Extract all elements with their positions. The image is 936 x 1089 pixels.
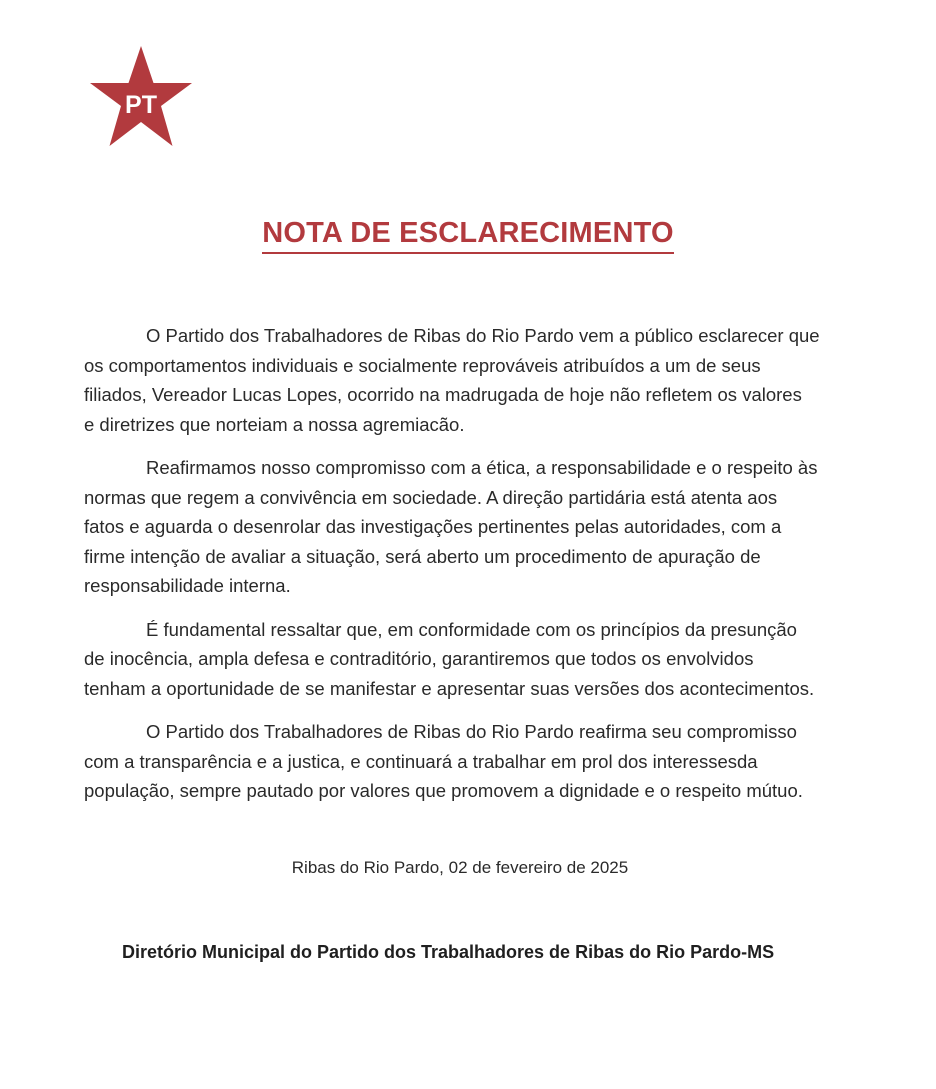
paragraph-line: responsabilidade interna.	[84, 575, 291, 596]
paragraph-line: com a transparência e a justica, e continuará a trabalhar em prol dos interessesda	[84, 750, 758, 772]
paragraph-line: de inocência, ampla defesa e contraditório, garantiremos que todos os envolvidos	[84, 648, 754, 669]
star-icon	[88, 46, 194, 148]
paragraph-line: O Partido dos Trabalhadores de Ribas do Rio Pardo vem a público esclarecer que	[146, 325, 820, 346]
document-title	[0, 217, 936, 254]
paragraph-line: filiados, Vereador Lucas Lopes, ocorrido na madrugada de hoje não refletem os valores	[84, 384, 802, 405]
paragraph-line: e diretrizes que norteiam a nossa agremiacão.	[84, 413, 465, 435]
pt-star-logo	[88, 46, 194, 148]
paragraph-line: os comportamentos individuais e socialmente reprováveis atribuídos a um de seus	[84, 354, 761, 376]
document-body	[84, 321, 856, 820]
paragraph-line: O Partido dos Trabalhadores de Ribas do Rio Pardo reafirma seu compromisso	[146, 721, 797, 742]
paragraph-line: É fundamental ressaltar que, em conformidade com os princípios da presunção	[146, 618, 797, 640]
paragraph-line: firme intenção de avaliar a situação, será aberto um procedimento de apuração de	[84, 545, 761, 567]
paragraph-line: normas que regem a convivência em sociedade. A direção partidária está atenta aos	[84, 486, 778, 508]
paragraph-line: tenham a oportunidade de se manifestar e apresentar suas versões dos acontecimentos.	[84, 677, 815, 699]
paragraph-line: fatos e aguarda o desenrolar das investigações pertinentes pelas autoridades, com a	[84, 516, 782, 537]
document-date: Ribas do Rio Pardo, 02 de fevereiro de 2025	[291, 858, 629, 877]
paragraph-4	[84, 717, 856, 806]
paragraph-2	[84, 453, 856, 601]
logo-text: PT	[125, 91, 157, 119]
paragraph-1	[84, 321, 856, 439]
paragraph-3	[84, 615, 856, 704]
paragraph-line: população, sempre pautado por valores que promovem a dignidade e o respeito mútuo.	[84, 780, 803, 801]
document-signature: Diretório Municipal do Partido dos Trabalhadores de Ribas do Rio Pardo-MS	[122, 942, 775, 962]
paragraph-line: Reafirmamos nosso compromisso com a ética, a responsabilidade e o respeito às	[146, 457, 818, 478]
title-text: NOTA DE ESCLARECIMENTO	[262, 217, 674, 254]
